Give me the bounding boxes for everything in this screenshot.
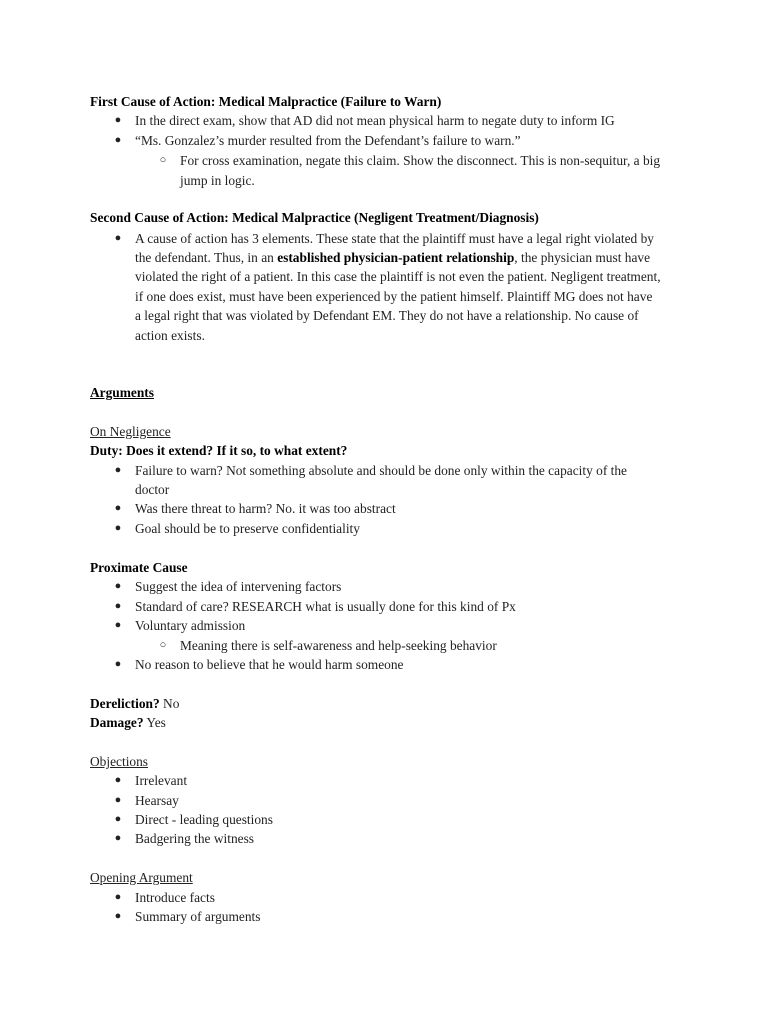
list-item-text: Voluntary admission [135, 618, 246, 633]
bullet-icon: ● [114, 114, 122, 126]
list-item-text: Direct - leading questions [135, 812, 273, 827]
bullet-icon: ● [114, 774, 122, 786]
second-cause-heading: Second Cause of Action: Medical Malpractice (Negligent Treatment/Diagnosis) [90, 210, 539, 225]
list-item-text: Suggest the idea of intervening factors [135, 579, 342, 594]
bullet-icon: ● [114, 600, 122, 612]
bullet-icon: ● [114, 522, 122, 534]
damage-line [90, 713, 166, 732]
sub-list-item-text: For cross examination, negate this claim. Show the disconnect. This is non-sequitur, a big [180, 153, 661, 168]
paragraph-line: a legal right that was violated by Defendant EM. They do not have a relationship. No cause of [135, 308, 639, 323]
bullet-icon: ● [114, 502, 122, 514]
bullet-icon: ● [114, 658, 122, 670]
list-item-text: Failure to warn? Not something absolute and should be done only within the capacity of the [135, 463, 627, 478]
list-item-text: Was there threat to harm? No. it was too abstract [135, 501, 396, 516]
bullet-icon: ● [114, 232, 122, 244]
first-cause-heading: First Cause of Action: Medical Malpractice (Failure to Warn) [90, 94, 442, 109]
bullet-icon: ● [114, 832, 122, 844]
bullet-icon: ● [114, 891, 122, 903]
paragraph-line: if one does exist, must have been experienced by the patient himself. Plaintiff MG does not have [135, 289, 653, 304]
paragraph-line: action exists. [135, 328, 205, 343]
dereliction-line [90, 694, 179, 713]
list-item-text: Standard of care? RESEARCH what is usually done for this kind of Px [135, 599, 516, 614]
paragraph-text: , the physician must have [514, 250, 651, 265]
paragraph-text: the defendant. Thus, in an [135, 250, 278, 265]
arguments-heading: Arguments [90, 385, 154, 400]
sub-list-item-text: Meaning there is self-awareness and help-seeking behavior [180, 638, 497, 653]
damage-value: Yes [143, 715, 166, 730]
list-item-text: Goal should be to preserve confidentiality [135, 521, 360, 536]
list-item-text: No reason to believe that he would harm someone [135, 657, 404, 672]
list-item-text: Introduce facts [135, 890, 215, 905]
bullet-icon: ● [114, 464, 122, 476]
paragraph-line: violated the right of a patient. In this case the plaintiff is not even the patient. Negligent treatment, [135, 269, 661, 284]
bullet-icon: ● [114, 813, 122, 825]
dereliction-value: No [159, 696, 180, 711]
sub-list-item-text-cont: jump in logic. [180, 173, 255, 188]
bullet-icon: ● [114, 134, 122, 146]
on-negligence-heading: On Negligence [90, 424, 171, 439]
damage-label: Damage? [90, 715, 144, 730]
list-item-text: In the direct exam, show that AD did not mean physical harm to negate duty to inform IG [135, 113, 615, 128]
bullet-icon: ● [114, 580, 122, 592]
emphasized-text: established physician-patient relationship [277, 250, 515, 265]
bullet-icon: ● [114, 794, 122, 806]
bullet-icon: ● [114, 619, 122, 631]
proximate-cause-heading: Proximate Cause [90, 560, 188, 575]
opening-argument-heading: Opening Argument [90, 870, 193, 885]
paragraph-line: A cause of action has 3 elements. These state that the plaintiff must have a legal right violated by [135, 231, 654, 246]
list-item-text: Irrelevant [135, 773, 188, 788]
list-item-text: Hearsay [135, 793, 179, 808]
objections-heading: Objections [90, 754, 149, 769]
list-item-text: Badgering the witness [135, 831, 255, 846]
paragraph-line [135, 248, 650, 267]
sub-bullet-icon: ○ [159, 639, 167, 651]
list-item-text: “Ms. Gonzalez’s murder resulted from the Defendant’s failure to warn.” [135, 133, 521, 148]
duty-heading: Duty: Does it extend? If it so, to what extent? [90, 443, 348, 458]
list-item-text: Summary of arguments [135, 909, 261, 924]
dereliction-label: Dereliction? [90, 696, 160, 711]
list-item-text-cont: doctor [135, 482, 170, 497]
sub-bullet-icon: ○ [159, 154, 167, 166]
bullet-icon: ● [114, 910, 122, 922]
